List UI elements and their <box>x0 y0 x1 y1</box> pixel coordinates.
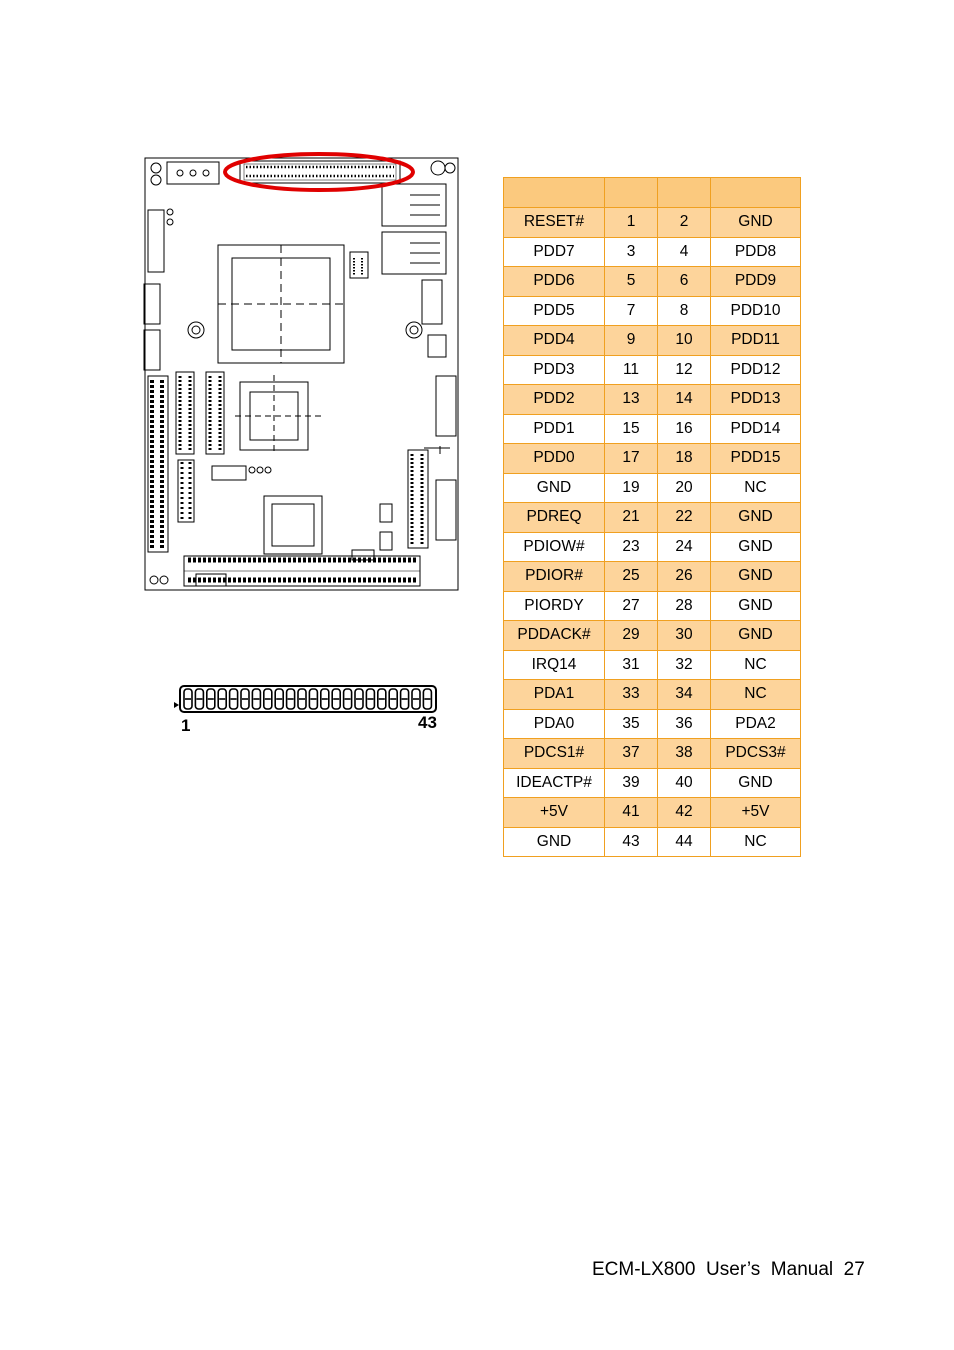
signal-cell: PDDACK# <box>504 621 605 651</box>
pin-43-label: 43 <box>418 713 437 732</box>
pin-number-cell: 28 <box>658 591 711 621</box>
table-row <box>504 827 801 857</box>
signal-cell: PDD10 <box>711 296 801 326</box>
pin-number-cell: 6 <box>658 267 711 297</box>
table-row <box>504 739 801 769</box>
pin-number-cell: 36 <box>658 709 711 739</box>
table-row <box>504 532 801 562</box>
pin-number-cell: 13 <box>605 385 658 415</box>
signal-cell: GND <box>711 768 801 798</box>
pin-number-cell: 44 <box>658 827 711 857</box>
signal-cell: PDD3 <box>504 355 605 385</box>
table-row <box>504 650 801 680</box>
signal-cell: PDD8 <box>711 237 801 267</box>
pin-1-label: 1 <box>181 716 191 735</box>
signal-cell: PDD7 <box>504 237 605 267</box>
pin-number-cell: 16 <box>658 414 711 444</box>
pin-number-cell: 12 <box>658 355 711 385</box>
connector-pin-diagram <box>174 684 444 732</box>
signal-cell: NC <box>711 650 801 680</box>
signal-cell: PDD9 <box>711 267 801 297</box>
pin-number-cell: 3 <box>605 237 658 267</box>
pin-number-cell: 34 <box>658 680 711 710</box>
table-row <box>504 267 801 297</box>
pin-number-cell: 40 <box>658 768 711 798</box>
pin-number-cell: 29 <box>605 621 658 651</box>
signal-cell: GND <box>711 532 801 562</box>
signal-cell: GND <box>711 503 801 533</box>
signal-cell: GND <box>504 827 605 857</box>
table-row <box>504 208 801 238</box>
pin-number-cell: 41 <box>605 798 658 828</box>
signal-cell: PDREQ <box>504 503 605 533</box>
table-row <box>504 503 801 533</box>
signal-cell: PIORDY <box>504 591 605 621</box>
pin-number-cell: 35 <box>605 709 658 739</box>
table-row <box>504 237 801 267</box>
pin-number-cell: 30 <box>658 621 711 651</box>
pin-number-cell: 5 <box>605 267 658 297</box>
table-row <box>504 414 801 444</box>
signal-cell: GND <box>711 208 801 238</box>
signal-cell: PDD5 <box>504 296 605 326</box>
signal-cell: PDIOR# <box>504 562 605 592</box>
pin-number-cell: 39 <box>605 768 658 798</box>
signal-cell: NC <box>711 680 801 710</box>
pin-number-cell: 26 <box>658 562 711 592</box>
signal-cell: NC <box>711 827 801 857</box>
pin-number-cell: 9 <box>605 326 658 356</box>
pin-number-cell: 18 <box>658 444 711 474</box>
signal-cell: GND <box>711 562 801 592</box>
pin-number-cell: 10 <box>658 326 711 356</box>
table-row <box>504 296 801 326</box>
table-row <box>504 444 801 474</box>
signal-cell: PDCS1# <box>504 739 605 769</box>
pin-number-cell: 25 <box>605 562 658 592</box>
pin-number-cell: 32 <box>658 650 711 680</box>
pin-number-cell: 33 <box>605 680 658 710</box>
table-row <box>504 798 801 828</box>
signal-cell: IRQ14 <box>504 650 605 680</box>
table-header-row <box>504 178 801 208</box>
table-row <box>504 473 801 503</box>
table-row <box>504 385 801 415</box>
pin-number-cell: 20 <box>658 473 711 503</box>
table-header-cell <box>711 178 801 208</box>
table-header-cell <box>658 178 711 208</box>
pin-number-cell: 31 <box>605 650 658 680</box>
pin-assignment-table <box>503 177 801 857</box>
signal-cell: PDD2 <box>504 385 605 415</box>
pin-number-cell: 11 <box>605 355 658 385</box>
signal-cell: GND <box>711 621 801 651</box>
pin-number-cell: 1 <box>605 208 658 238</box>
table-header-cell <box>504 178 605 208</box>
signal-cell: PDD14 <box>711 414 801 444</box>
table-row <box>504 326 801 356</box>
pin-number-cell: 14 <box>658 385 711 415</box>
page-footer: ECM-LX800 User’s Manual 27 <box>592 1259 865 1280</box>
pin-number-cell: 27 <box>605 591 658 621</box>
signal-cell: PDA1 <box>504 680 605 710</box>
signal-cell: GND <box>711 591 801 621</box>
signal-cell: PDD13 <box>711 385 801 415</box>
table-row <box>504 680 801 710</box>
signal-cell: PDD0 <box>504 444 605 474</box>
signal-cell: PDA0 <box>504 709 605 739</box>
table-row <box>504 621 801 651</box>
signal-cell: PDD1 <box>504 414 605 444</box>
ide-connector-callout <box>225 154 413 190</box>
signal-cell: PDD11 <box>711 326 801 356</box>
pin-number-cell: 17 <box>605 444 658 474</box>
signal-cell: PDCS3# <box>711 739 801 769</box>
signal-cell: PDA2 <box>711 709 801 739</box>
table-row <box>504 709 801 739</box>
signal-cell: PDD6 <box>504 267 605 297</box>
table-row <box>504 768 801 798</box>
signal-cell: +5V <box>711 798 801 828</box>
signal-cell: PDD4 <box>504 326 605 356</box>
signal-cell: +5V <box>504 798 605 828</box>
pin-number-cell: 43 <box>605 827 658 857</box>
signal-cell: GND <box>504 473 605 503</box>
pin-number-cell: 38 <box>658 739 711 769</box>
pin-number-cell: 15 <box>605 414 658 444</box>
board-layout-diagram <box>140 150 470 596</box>
pin-number-cell: 21 <box>605 503 658 533</box>
signal-cell: PDIOW# <box>504 532 605 562</box>
table-row <box>504 591 801 621</box>
pin-number-cell: 42 <box>658 798 711 828</box>
signal-cell: PDD15 <box>711 444 801 474</box>
table-header-cell <box>605 178 658 208</box>
table-row <box>504 562 801 592</box>
pin-number-cell: 7 <box>605 296 658 326</box>
pin-number-cell: 4 <box>658 237 711 267</box>
signal-cell: RESET# <box>504 208 605 238</box>
pin-number-cell: 2 <box>658 208 711 238</box>
pin-number-cell: 24 <box>658 532 711 562</box>
signal-cell: PDD12 <box>711 355 801 385</box>
pin-number-cell: 22 <box>658 503 711 533</box>
signal-cell: NC <box>711 473 801 503</box>
table-row <box>504 355 801 385</box>
signal-cell: IDEACTP# <box>504 768 605 798</box>
pin-number-cell: 19 <box>605 473 658 503</box>
pin-number-cell: 23 <box>605 532 658 562</box>
pin-number-cell: 37 <box>605 739 658 769</box>
pin-number-cell: 8 <box>658 296 711 326</box>
